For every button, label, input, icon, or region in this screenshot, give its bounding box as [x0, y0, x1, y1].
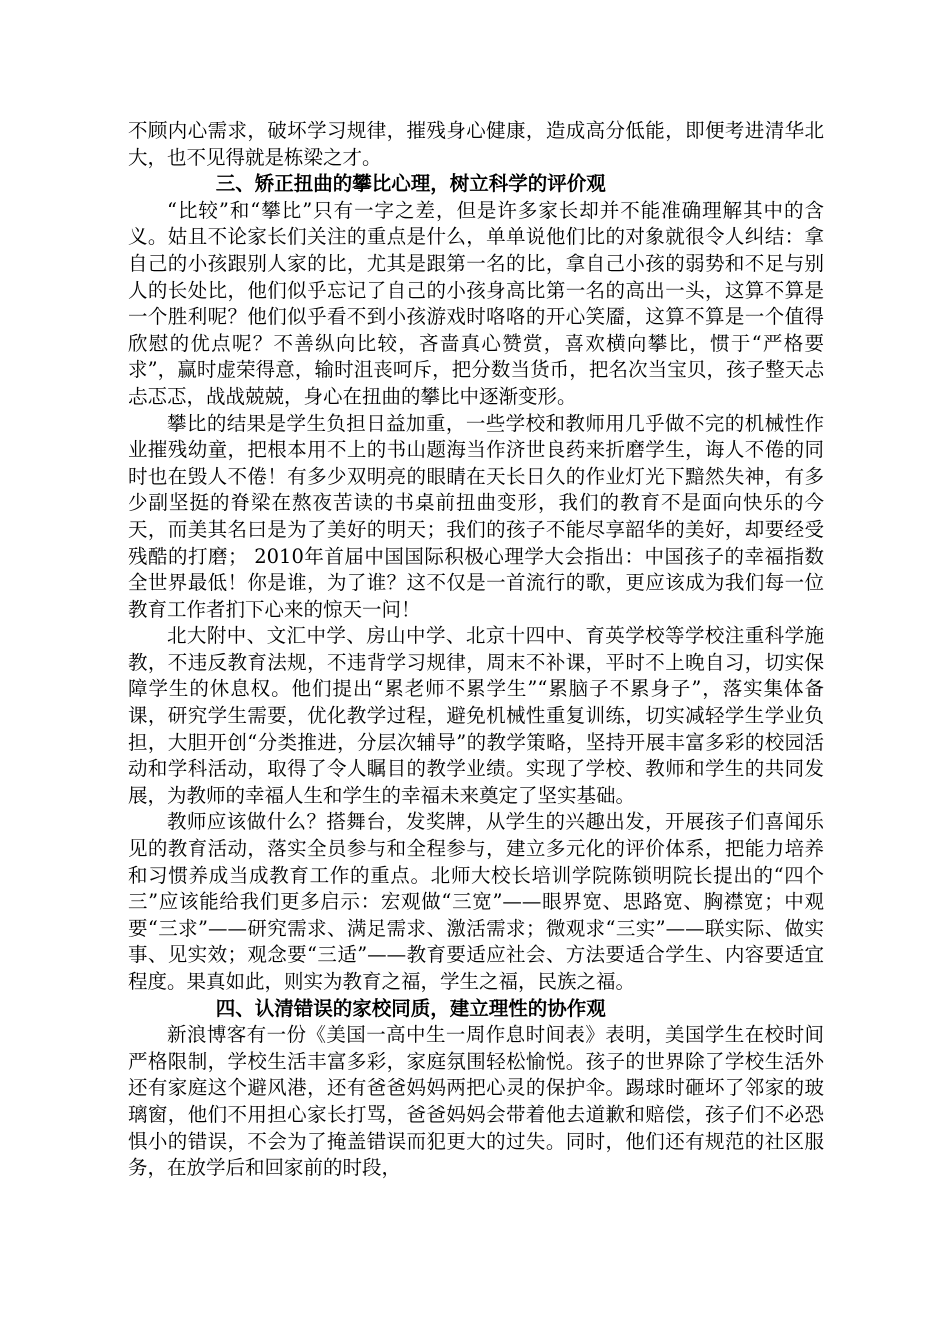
paragraph: “比较”和“攀比”只有一字之差，但是许多家长却并不能准确理解其中的含义。姑且不论家长们关注的重点是什么，单单说他们比的对象就很令人纠结：拿自己的小孩跟别人家的比，尤其是跟第一名的比，拿自己小孩的弱势和不足与别人的长处比，他们似乎忘记了自己的小孩身高比第一名的高出一头，这算不算是一个胜利呢？他们似乎看不到小孩游戏时咯咯的开心笑靥，这算不算是一个值得欣慰的优点呢？不善纵向比较，吝啬真心赞赏，喜欢横向攀比，惯于“严格要求”，赢时虚荣得意，输时沮丧呵斥，把分数当货币，把名次当宝贝，孩子整天忐忐忑忑，战战兢兢，身心在扭曲的攀比中逐渐变形。 — [128, 198, 824, 408]
paragraph-continuation: 不顾内心需求，破坏学习规律，摧残身心健康，造成高分低能，即便考进清华北大，也不见得就是栋梁之才。 — [128, 119, 824, 169]
paragraph: 攀比的结果是学生负担日益加重，一些学校和教师用几乎做不完的机械性作业摧残幼童，把根本用不上的书山题海当作济世良药来折磨学生，诲人不倦的同时也在毁人不倦！有多少双明亮的眼睛在天长日久的作业灯光下黯然失神，有多少副坚挺的脊梁在熬夜苦读的书桌前扭曲变形，我们的教育不是面向快乐的今天，而美其名曰是为了美好的明天；我们的孩子不能尽享韶华的美好，却要经受残酷的打磨； 2010年首届中国国际积极心理学大会指出：中国孩子的幸福指数全世界最低！你是谁，为了谁？这不仅是一首流行的歌，更应该成为我们每一位教育工作者扪下心来的惊天一问！ — [128, 411, 824, 621]
paragraph: 北大附中、文汇中学、房山中学、北京十四中、育英学校等学校注重科学施教，不违反教育法规，不违背学习规律，周末不补课，平时不上晚自习，切实保障学生的休息权。他们提出“累老师不累学生”“累脑子不累身子”，落实集体备课，研究学生需要，优化教学过程，避免机械性重复训练，切实减轻学生学业负担，大胆开创“分类推进，分层次辅导”的教学策略，坚持开展丰富多彩的校园活动和学科活动，取得了令人瞩目的教学业绩。实现了学校、教师和学生的共同发展，为教师的幸福人生和学生的幸福未来奠定了坚实基础。 — [128, 624, 824, 807]
document-body — [128, 118, 824, 1182]
section-heading-3: 三、矫正扭曲的攀比心理，树立科学的评价观 — [215, 172, 606, 196]
section-heading-4: 四、认清错误的家校同质，建立理性的协作观 — [215, 996, 606, 1020]
paragraph: 新浪博客有一份《美国一高中生一周作息时间表》表明，美国学生在校时间严格限制，学校生活丰富多彩，家庭氛围轻松愉悦。孩子的世界除了学校生活外还有家庭这个避风港，还有爸爸妈妈两把心灵的保护伞。踢球时砸坏了邻家的玻璃窗，他们不用担心家长打骂，爸爸妈妈会带着他去道歉和赔偿，孩子们不必恐惧小的错误，不会为了掩盖错误而犯更大的过失。同时，他们还有规范的社区服务，在放学后和回家前的时段， — [128, 1023, 824, 1180]
paragraph: 教师应该做什么？搭舞台，发奖牌，从学生的兴趣出发，开展孩子们喜闻乐见的教育活动，落实全员参与和全程参与，建立多元化的评价体系，把能力培养和习惯养成当成教育工作的重点。北师大校长培训学院陈锁明院长提出的“四个三”应该能给我们更多启示：宏观做“三宽”——眼界宽、思路宽、胸襟宽；中观要“三求”——研究需求、满足需求、激活需求；微观求“三实”——联实际、做实事、见实效；观念要“三适”——教育要适应社会、方法要适合学生、内容要适宜程度。果真如此，则实为教育之福，学生之福，民族之福。 — [128, 810, 824, 993]
